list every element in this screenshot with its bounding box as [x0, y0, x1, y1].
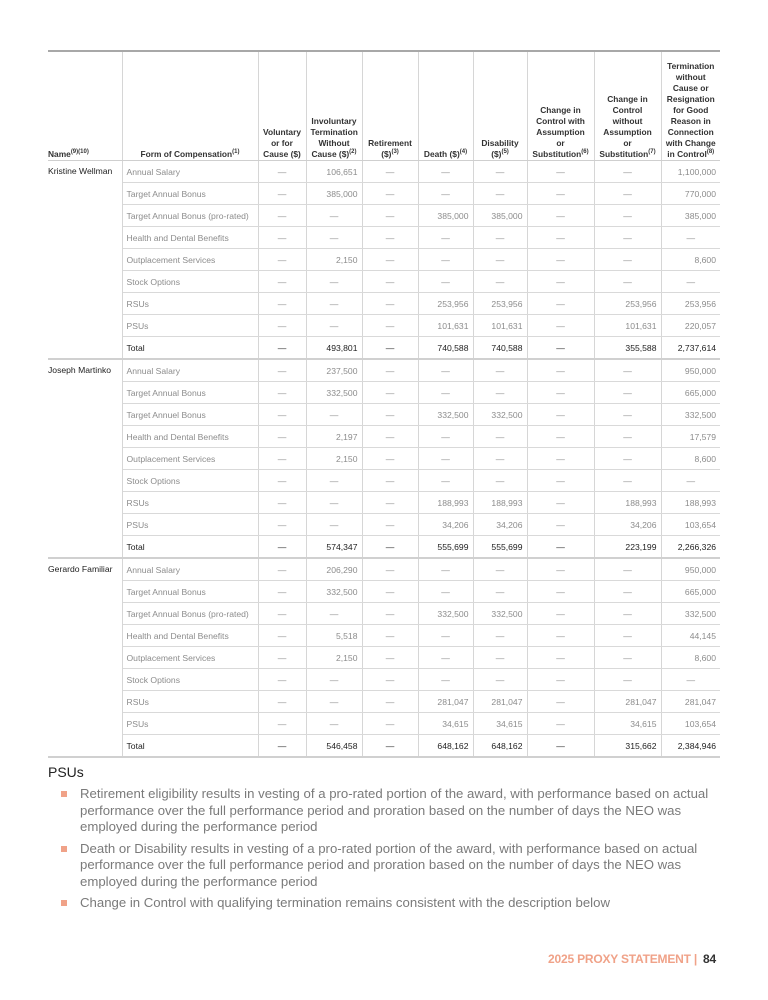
compensation-form: Target Annual Bonus (pro-rated) — [122, 205, 258, 227]
square-bullet-icon — [61, 791, 67, 797]
amount-cell: — — [527, 249, 594, 271]
amount-cell: 385,000 — [418, 205, 473, 227]
table-row — [48, 227, 720, 249]
amount-cell: — — [473, 183, 527, 205]
amount-cell: — — [418, 669, 473, 691]
amount-cell: 740,588 — [418, 337, 473, 360]
table-row — [48, 426, 720, 448]
amount-cell: 253,956 — [594, 293, 661, 315]
amount-cell: 34,615 — [594, 713, 661, 735]
table-row — [48, 625, 720, 647]
amount-cell: — — [362, 448, 418, 470]
amount-cell: 253,956 — [661, 293, 720, 315]
header-death: Death ($)$^{(4)}$ — [418, 51, 473, 161]
compensation-form: Health and Dental Benefits — [122, 625, 258, 647]
amount-cell: — — [594, 603, 661, 625]
amount-cell: — — [594, 205, 661, 227]
amount-cell: — — [661, 271, 720, 293]
psus-heading: PSUs — [48, 764, 84, 780]
amount-cell: 188,993 — [661, 492, 720, 514]
amount-cell: — — [527, 337, 594, 360]
executive-name: Kristine Wellman — [48, 161, 122, 360]
amount-cell: 101,631 — [594, 315, 661, 337]
amount-cell: — — [527, 315, 594, 337]
amount-cell: 188,993 — [418, 492, 473, 514]
compensation-form: Target Annual Bonus (pro-rated) — [122, 603, 258, 625]
amount-cell: — — [527, 492, 594, 514]
compensation-form: PSUs — [122, 315, 258, 337]
compensation-form: Total — [122, 536, 258, 559]
table-row — [48, 603, 720, 625]
amount-cell: 101,631 — [473, 315, 527, 337]
header-form: Form of Compensation$^{(1)}$ — [122, 51, 258, 161]
compensation-form: RSUs — [122, 293, 258, 315]
amount-cell: 253,956 — [418, 293, 473, 315]
amount-cell: 5,518 — [306, 625, 362, 647]
amount-cell: — — [362, 293, 418, 315]
amount-cell: 665,000 — [661, 382, 720, 404]
table-row — [48, 492, 720, 514]
psus-section — [48, 764, 728, 917]
amount-cell: 332,500 — [473, 404, 527, 426]
amount-cell: 2,150 — [306, 249, 362, 271]
amount-cell: — — [362, 603, 418, 625]
compensation-form: Annual Salary — [122, 161, 258, 183]
compensation-form: PSUs — [122, 514, 258, 536]
compensation-form: Total — [122, 735, 258, 758]
amount-cell: — — [258, 647, 306, 669]
amount-cell: 2,384,946 — [661, 735, 720, 758]
amount-cell: — — [258, 271, 306, 293]
amount-cell: — — [306, 691, 362, 713]
amount-cell: 950,000 — [661, 558, 720, 581]
amount-cell: — — [362, 249, 418, 271]
header-retirement: Retirement ($)$^{(3)}$ — [362, 51, 418, 161]
compensation-form: Target Annual Bonus — [122, 183, 258, 205]
amount-cell: 281,047 — [418, 691, 473, 713]
amount-cell: — — [418, 470, 473, 492]
amount-cell: — — [473, 271, 527, 293]
amount-cell: 332,500 — [661, 404, 720, 426]
amount-cell: 206,290 — [306, 558, 362, 581]
amount-cell: — — [362, 161, 418, 183]
amount-cell: — — [527, 603, 594, 625]
amount-cell: — — [473, 382, 527, 404]
amount-cell: — — [473, 249, 527, 271]
amount-cell: — — [418, 625, 473, 647]
amount-cell: — — [258, 558, 306, 581]
amount-cell: 2,150 — [306, 448, 362, 470]
amount-cell: — — [362, 315, 418, 337]
psus-bullet-item: Change in Control with qualifying termination remains consistent with the description below — [48, 895, 728, 912]
amount-cell: — — [258, 205, 306, 227]
table-row — [48, 647, 720, 669]
amount-cell: — — [362, 536, 418, 559]
amount-cell: 574,347 — [306, 536, 362, 559]
amount-cell: — — [362, 691, 418, 713]
amount-cell: 648,162 — [473, 735, 527, 758]
amount-cell: — — [661, 669, 720, 691]
square-bullet-icon — [61, 900, 67, 906]
amount-cell: — — [594, 581, 661, 603]
amount-cell: — — [258, 382, 306, 404]
amount-cell: — — [362, 404, 418, 426]
psus-bullet-item: Death or Disability results in vesting of a pro-rated portion of the award, with performance based on actual performance over the full performance period and proration based on the number of days the NEO was employed during the performance period — [48, 841, 728, 891]
amount-cell: 555,699 — [473, 536, 527, 559]
amount-cell: — — [594, 249, 661, 271]
table-row — [48, 470, 720, 492]
amount-cell: 770,000 — [661, 183, 720, 205]
amount-cell: — — [258, 315, 306, 337]
amount-cell: — — [362, 205, 418, 227]
amount-cell: — — [306, 514, 362, 536]
table-row — [48, 581, 720, 603]
amount-cell: — — [362, 337, 418, 360]
amount-cell: 355,588 — [594, 337, 661, 360]
amount-cell: — — [362, 669, 418, 691]
amount-cell: — — [362, 359, 418, 382]
termination-payments-table — [48, 50, 720, 758]
amount-cell: 101,631 — [418, 315, 473, 337]
table-row — [48, 293, 720, 315]
compensation-form: Stock Options — [122, 669, 258, 691]
amount-cell: 546,458 — [306, 735, 362, 758]
table-row — [48, 382, 720, 404]
amount-cell: — — [418, 183, 473, 205]
amount-cell: 17,579 — [661, 426, 720, 448]
amount-cell: — — [258, 536, 306, 559]
page-number: 84 — [703, 952, 716, 966]
amount-cell: — — [306, 492, 362, 514]
amount-cell: 34,206 — [473, 514, 527, 536]
amount-cell: 740,588 — [473, 337, 527, 360]
amount-cell: — — [258, 470, 306, 492]
amount-cell: — — [527, 669, 594, 691]
compensation-form: Health and Dental Benefits — [122, 426, 258, 448]
amount-cell: — — [418, 359, 473, 382]
amount-cell: — — [362, 271, 418, 293]
executive-name: Gerardo Familiar — [48, 558, 122, 757]
amount-cell: 34,206 — [594, 514, 661, 536]
amount-cell: — — [527, 514, 594, 536]
amount-cell: 385,000 — [473, 205, 527, 227]
amount-cell: — — [473, 558, 527, 581]
amount-cell: — — [306, 271, 362, 293]
amount-cell: — — [473, 448, 527, 470]
amount-cell: — — [362, 625, 418, 647]
amount-cell: — — [362, 382, 418, 404]
table-row — [48, 514, 720, 536]
amount-cell: — — [418, 382, 473, 404]
amount-cell: — — [594, 183, 661, 205]
amount-cell: — — [306, 227, 362, 249]
compensation-form: PSUs — [122, 713, 258, 735]
amount-cell: 281,047 — [594, 691, 661, 713]
amount-cell: — — [527, 558, 594, 581]
amount-cell: — — [527, 183, 594, 205]
amount-cell: — — [258, 293, 306, 315]
amount-cell: — — [306, 205, 362, 227]
amount-cell: — — [362, 426, 418, 448]
amount-cell: — — [594, 470, 661, 492]
compensation-form: Outplacement Services — [122, 249, 258, 271]
amount-cell: 103,654 — [661, 713, 720, 735]
compensation-form: Stock Options — [122, 470, 258, 492]
amount-cell: 220,057 — [661, 315, 720, 337]
amount-cell: — — [418, 161, 473, 183]
amount-cell: — — [258, 404, 306, 426]
amount-cell: — — [362, 735, 418, 758]
amount-cell: — — [527, 691, 594, 713]
amount-cell: — — [473, 227, 527, 249]
compensation-form: Total — [122, 337, 258, 360]
amount-cell: — — [258, 183, 306, 205]
amount-cell: — — [594, 647, 661, 669]
table-row — [48, 669, 720, 691]
footer-label: 2025 PROXY STATEMENT | — [548, 952, 698, 966]
amount-cell: — — [258, 713, 306, 735]
amount-cell: 8,600 — [661, 448, 720, 470]
amount-cell: 34,206 — [418, 514, 473, 536]
amount-cell: — — [362, 227, 418, 249]
amount-cell: — — [527, 161, 594, 183]
amount-cell: — — [258, 603, 306, 625]
amount-cell: — — [594, 404, 661, 426]
amount-cell: — — [594, 669, 661, 691]
amount-cell: 385,000 — [306, 183, 362, 205]
amount-cell: 8,600 — [661, 647, 720, 669]
amount-cell: — — [527, 448, 594, 470]
table-total-row — [48, 337, 720, 360]
amount-cell: — — [473, 359, 527, 382]
amount-cell: — — [473, 470, 527, 492]
amount-cell: 315,662 — [594, 735, 661, 758]
amount-cell: — — [362, 558, 418, 581]
amount-cell: — — [306, 713, 362, 735]
amount-cell: 332,500 — [473, 603, 527, 625]
amount-cell: — — [527, 713, 594, 735]
table-row — [48, 271, 720, 293]
amount-cell: 8,600 — [661, 249, 720, 271]
amount-cell: 332,500 — [661, 603, 720, 625]
compensation-form: Health and Dental Benefits — [122, 227, 258, 249]
amount-cell: 237,500 — [306, 359, 362, 382]
table-row — [48, 558, 720, 581]
amount-cell: 2,150 — [306, 647, 362, 669]
amount-cell: — — [258, 669, 306, 691]
amount-cell: — — [527, 205, 594, 227]
amount-cell: — — [527, 404, 594, 426]
amount-cell: — — [527, 647, 594, 669]
compensation-table-container — [48, 50, 720, 758]
compensation-form: Outplacement Services — [122, 647, 258, 669]
header-cic-without: Change in Control without Assumption or Substitution$^{(7)}$ — [594, 51, 661, 161]
amount-cell: — — [527, 735, 594, 758]
amount-cell: 332,500 — [306, 382, 362, 404]
compensation-form: Annual Salary — [122, 359, 258, 382]
table-row — [48, 315, 720, 337]
amount-cell: 188,993 — [473, 492, 527, 514]
table-row — [48, 359, 720, 382]
amount-cell: — — [258, 492, 306, 514]
compensation-form: Target Annuel Bonus — [122, 404, 258, 426]
table-body — [48, 161, 720, 758]
amount-cell: — — [473, 426, 527, 448]
amount-cell: — — [418, 249, 473, 271]
compensation-form: Target Annual Bonus — [122, 581, 258, 603]
amount-cell: — — [594, 558, 661, 581]
amount-cell: 493,801 — [306, 337, 362, 360]
amount-cell: — — [473, 161, 527, 183]
amount-cell: — — [362, 647, 418, 669]
psus-bullet-list — [48, 786, 728, 912]
amount-cell: — — [661, 227, 720, 249]
amount-cell: 34,615 — [418, 713, 473, 735]
amount-cell: 648,162 — [418, 735, 473, 758]
amount-cell: — — [418, 271, 473, 293]
table-row — [48, 249, 720, 271]
amount-cell: 281,047 — [473, 691, 527, 713]
amount-cell: — — [661, 470, 720, 492]
amount-cell: — — [594, 271, 661, 293]
amount-cell: — — [594, 426, 661, 448]
amount-cell: — — [418, 227, 473, 249]
amount-cell: 665,000 — [661, 581, 720, 603]
amount-cell: — — [473, 669, 527, 691]
amount-cell: — — [527, 426, 594, 448]
amount-cell: — — [594, 359, 661, 382]
amount-cell: — — [418, 558, 473, 581]
amount-cell: — — [362, 581, 418, 603]
amount-cell: — — [306, 293, 362, 315]
amount-cell: — — [527, 359, 594, 382]
compensation-form: Outplacement Services — [122, 448, 258, 470]
amount-cell: — — [527, 536, 594, 559]
amount-cell: — — [258, 249, 306, 271]
amount-cell: 188,993 — [594, 492, 661, 514]
table-row — [48, 161, 720, 183]
amount-cell: — — [594, 382, 661, 404]
amount-cell: — — [362, 470, 418, 492]
amount-cell: — — [258, 227, 306, 249]
amount-cell: 281,047 — [661, 691, 720, 713]
amount-cell: — — [258, 161, 306, 183]
amount-cell: — — [306, 603, 362, 625]
table-row — [48, 713, 720, 735]
amount-cell: — — [473, 647, 527, 669]
table-header-row — [48, 51, 720, 161]
square-bullet-icon — [61, 846, 67, 852]
compensation-form: RSUs — [122, 691, 258, 713]
amount-cell: — — [527, 625, 594, 647]
amount-cell: 44,145 — [661, 625, 720, 647]
table-row — [48, 448, 720, 470]
amount-cell: — — [594, 625, 661, 647]
amount-cell: — — [473, 581, 527, 603]
amount-cell: — — [306, 404, 362, 426]
amount-cell: — — [258, 581, 306, 603]
amount-cell: 106,651 — [306, 161, 362, 183]
amount-cell: — — [258, 625, 306, 647]
amount-cell: — — [418, 448, 473, 470]
table-row — [48, 404, 720, 426]
amount-cell: 2,266,326 — [661, 536, 720, 559]
amount-cell: — — [258, 514, 306, 536]
amount-cell: — — [473, 625, 527, 647]
table-row — [48, 691, 720, 713]
psus-bullet-item: Retirement eligibility results in vesting of a pro-rated portion of the award, with performance based on actual performance over the full performance period and proration based on the number of days the NEO was employed during the performance period — [48, 786, 728, 836]
amount-cell: 332,500 — [306, 581, 362, 603]
amount-cell: — — [527, 227, 594, 249]
amount-cell: — — [362, 514, 418, 536]
amount-cell: — — [527, 470, 594, 492]
compensation-form: RSUs — [122, 492, 258, 514]
amount-cell: 223,199 — [594, 536, 661, 559]
executive-name: Joseph Martinko — [48, 359, 122, 558]
amount-cell: — — [258, 735, 306, 758]
amount-cell: — — [362, 713, 418, 735]
amount-cell: 2,737,614 — [661, 337, 720, 360]
amount-cell: — — [418, 647, 473, 669]
amount-cell: — — [258, 337, 306, 360]
amount-cell: — — [306, 470, 362, 492]
amount-cell: — — [594, 448, 661, 470]
amount-cell: — — [527, 271, 594, 293]
amount-cell: — — [258, 691, 306, 713]
header-name: Name$^{(9)(10)}$ — [48, 51, 122, 161]
amount-cell: — — [418, 581, 473, 603]
amount-cell: 555,699 — [418, 536, 473, 559]
amount-cell: — — [527, 293, 594, 315]
amount-cell: 950,000 — [661, 359, 720, 382]
header-termination-cic: Termination without Cause or Resignation for Good Reason in Connection with Change in Control$^{(8)}$ — [661, 51, 720, 161]
amount-cell: 253,956 — [473, 293, 527, 315]
table-row — [48, 205, 720, 227]
header-involuntary: Involuntary Termination Without Cause ($)$^{(2)}$ — [306, 51, 362, 161]
header-cic-with: Change in Control with Assumption or Substitution$^{(6)}$ — [527, 51, 594, 161]
amount-cell: — — [527, 382, 594, 404]
table-total-row — [48, 735, 720, 758]
amount-cell: 332,500 — [418, 404, 473, 426]
compensation-form: Annual Salary — [122, 558, 258, 581]
amount-cell: 103,654 — [661, 514, 720, 536]
compensation-form: Target Annual Bonus — [122, 382, 258, 404]
amount-cell: — — [306, 315, 362, 337]
amount-cell: — — [306, 669, 362, 691]
amount-cell: — — [594, 161, 661, 183]
amount-cell: 34,615 — [473, 713, 527, 735]
amount-cell: — — [594, 227, 661, 249]
page-footer — [548, 952, 716, 966]
table-total-row — [48, 536, 720, 559]
amount-cell: — — [258, 426, 306, 448]
amount-cell: — — [258, 359, 306, 382]
amount-cell: 332,500 — [418, 603, 473, 625]
amount-cell: 1,100,000 — [661, 161, 720, 183]
compensation-form: Stock Options — [122, 271, 258, 293]
amount-cell: — — [362, 492, 418, 514]
table-row — [48, 183, 720, 205]
amount-cell: — — [362, 183, 418, 205]
amount-cell: — — [258, 448, 306, 470]
amount-cell: — — [418, 426, 473, 448]
amount-cell: — — [527, 581, 594, 603]
header-disability: Disability ($)$^{(5)}$ — [473, 51, 527, 161]
amount-cell: 385,000 — [661, 205, 720, 227]
header-voluntary: Voluntary or for Cause ($) — [258, 51, 306, 161]
amount-cell: 2,197 — [306, 426, 362, 448]
